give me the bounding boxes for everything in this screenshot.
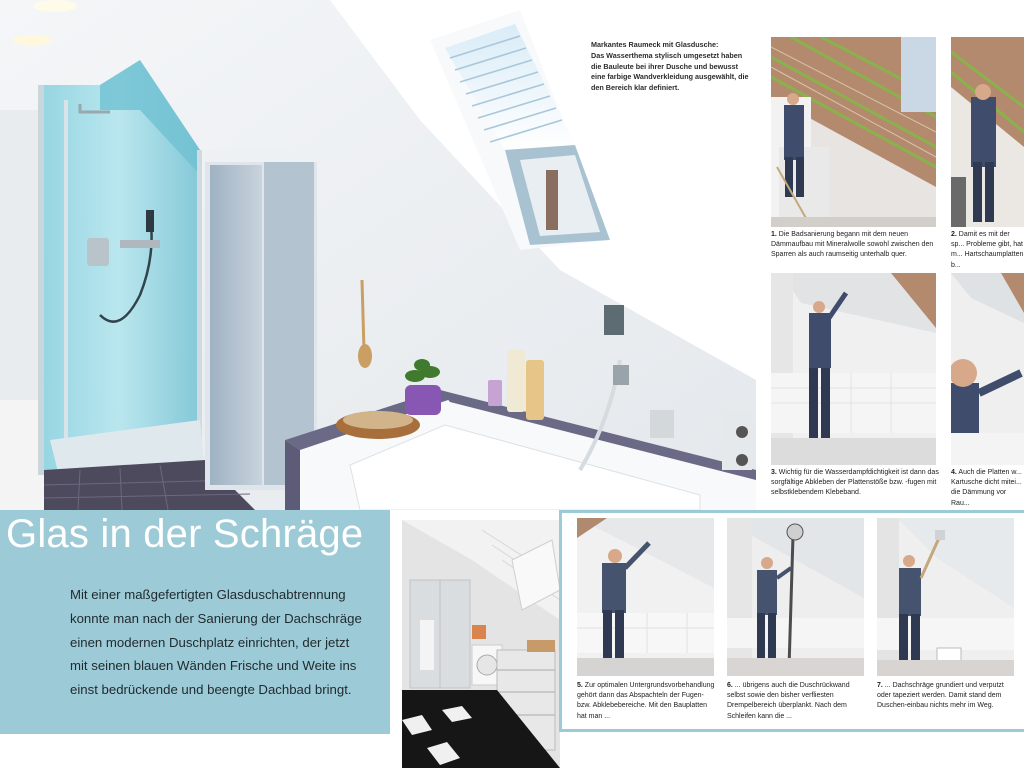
step-2-text: Damit es mit der sp... Probleme gibt, hat m... Hartschaumplatten b... xyxy=(951,231,1024,269)
step-2-caption xyxy=(951,230,1024,271)
step-6-photo xyxy=(727,518,864,676)
step-7-text: ... Dachschräge grundiert und verputzt oder tapeziert werden. Damit stand dem Duschen-einbau nichts mehr im Weg. xyxy=(877,682,1004,710)
step-1-caption xyxy=(771,230,939,261)
step-6-text: ... übrigens auch die Duschrückwand selbst sowie den bisher verfliesten Drempelbereich überplankt. Nach dem Schleifen kann die ... xyxy=(727,682,850,720)
step-3-photo xyxy=(771,273,936,465)
step-5-text: Zur optimalen Untergrundsvorbehandlung gehört dann das Abspachteln der Fugen- bzw. Abklebebereiche. Mit den Bauplatten hat man ... xyxy=(577,682,715,720)
step-5-number: 5. xyxy=(577,682,583,689)
step-1-number: 1. xyxy=(771,231,777,238)
article-headline: Glas in der Schräge xyxy=(6,512,364,556)
step-6-number: 6. xyxy=(727,682,733,689)
hero-caption-title: Markantes Raumeck mit Glasdusche: xyxy=(591,40,719,49)
step-7-photo xyxy=(877,518,1014,676)
step-3-caption xyxy=(771,468,939,499)
step-2-photo xyxy=(951,37,1024,227)
step-7-number: 7. xyxy=(877,682,883,689)
hero-caption xyxy=(591,40,751,94)
article-lead: Mit einer maßgefertigten Glasduschabtrennung konnte man nach der Sanierung der Dachschräge einen modernen Duschplatz einrichten, der jetzt mit seinen blauen Wänden Frische und Weite ins einst bedrückende und beengte Dachbad bringt. xyxy=(70,587,362,698)
step-4-photo xyxy=(951,273,1024,465)
step-3-text: Wichtig für die Wasserdampfdichtigkeit ist dann das sorgfältige Abkleben der Plattenstöße bzw. -fugen mit selbstklebendem Klebeband. xyxy=(771,469,939,497)
step-6-caption xyxy=(727,681,867,722)
step-7-caption xyxy=(877,681,1017,712)
step-2-number: 2. xyxy=(951,231,957,238)
step-4-number: 4. xyxy=(951,469,957,476)
before-bathroom-photo xyxy=(402,520,560,768)
step-5-caption xyxy=(577,681,717,722)
step-5-photo xyxy=(577,518,714,676)
step-1-photo xyxy=(771,37,936,227)
step-1-text: Die Badsanierung begann mit dem neuen Dämmaufbau mit Mineralwolle sowohl zwischen den Sparren als auch raumseitig unterhalb quer. xyxy=(771,231,934,259)
hero-caption-body: Das Wasserthema stylisch umgesetzt haben die Bauleute bei ihrer Dusche und bewusst eine farbige Wandverkleidung ausgewählt, die den Bereich klar definiert. xyxy=(591,50,749,93)
step-4-text: Auch die Platten w... Kartusche dicht mitei... die Dämmung vor Rau... xyxy=(951,469,1022,507)
step-4-caption xyxy=(951,468,1024,509)
step-3-number: 3. xyxy=(771,469,777,476)
